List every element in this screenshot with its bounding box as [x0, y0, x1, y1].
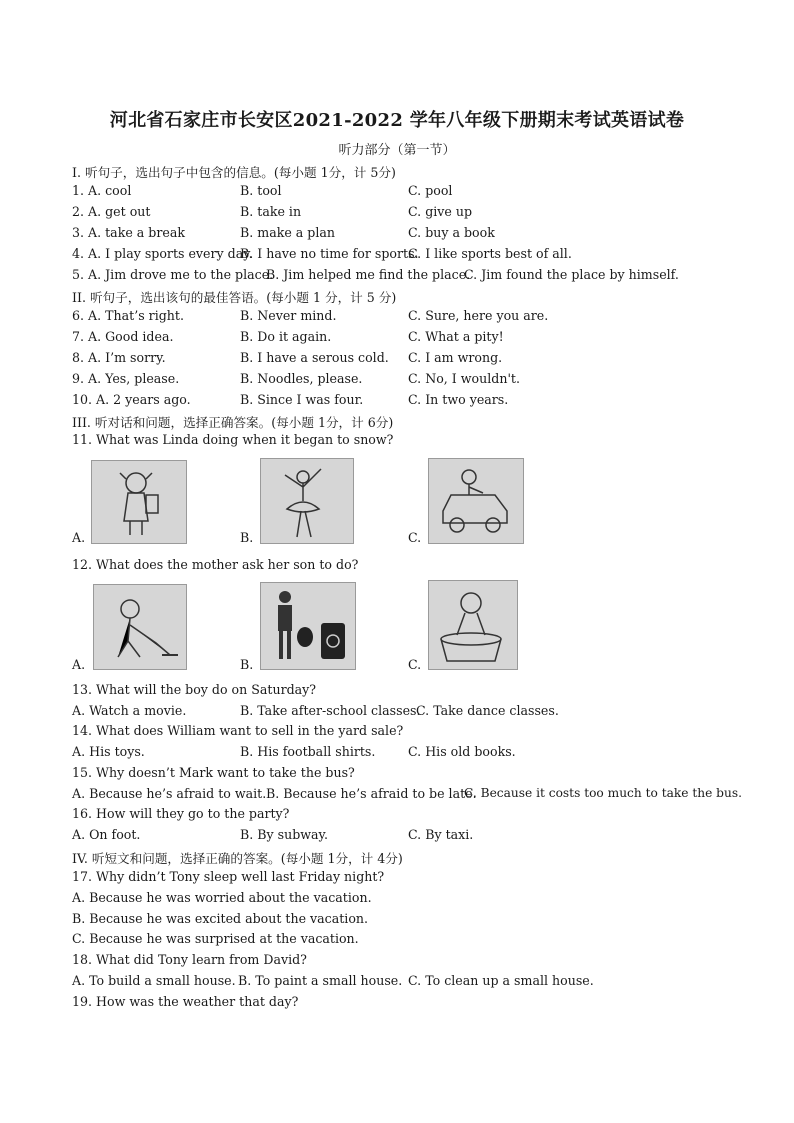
q15-option-c: C. Because it costs too much to take the bus. — [464, 786, 742, 800]
q4-option-c: C. I like sports best of all. — [408, 246, 572, 261]
section-3-heading: III. 听对话和问题，选择正确答案。(每小题 1分，计 6分) — [72, 415, 394, 430]
q8-option-a: 8. A. I’m sorry. — [72, 350, 166, 365]
q1-option-c: C. pool — [408, 183, 453, 198]
q12-label-a: A. — [72, 657, 86, 672]
q14-option-b: B. His football shirts. — [240, 744, 376, 759]
q11-image-girl-with-backpack — [91, 460, 187, 544]
ballet-dancer-illustration — [261, 459, 353, 543]
q3-option-b: B. make a plan — [240, 225, 336, 240]
section-subtitle: 听力部分（第一节） — [338, 143, 456, 158]
q13-question: 13. What will the boy do on Saturday? — [72, 682, 317, 697]
q5-option-a: 5. A. Jim drove me to the place. — [72, 267, 274, 282]
q3-option-c: C. buy a book — [408, 225, 495, 240]
q5-option-b: B. Jim helped me find the place. — [266, 267, 471, 282]
q7-option-c: C. What a pity! — [408, 329, 504, 344]
q17-option-b: B. Because he was excited about the vacation. — [72, 911, 369, 926]
washing-illustration — [429, 581, 517, 669]
q12-image-washing-clothes — [428, 580, 518, 670]
section-1-heading: I. 听句子，选出句子中包含的信息。(每小题 1分，计 5分) — [72, 165, 396, 180]
q15-option-a: A. Because he’s afraid to wait. — [72, 786, 267, 801]
q13-option-a: A. Watch a movie. — [72, 703, 187, 718]
q11-label-a: A. — [72, 530, 86, 545]
trash-illustration — [261, 583, 355, 669]
q5-option-c: C. Jim found the place by himself. — [464, 267, 679, 282]
q18-option-b: B. To paint a small house. — [238, 973, 403, 988]
q9-option-b: B. Noodles, please. — [240, 371, 363, 386]
q6-option-b: B. Never mind. — [240, 308, 337, 323]
q18-option-c: C. To clean up a small house. — [408, 973, 594, 988]
q11-image-washing-car — [428, 458, 524, 544]
q17-question: 17. Why didn’t Tony sleep well last Friday night? — [72, 869, 385, 884]
q19-question: 19. How was the weather that day? — [72, 994, 299, 1009]
q8-option-c: C. I am wrong. — [408, 350, 503, 365]
q7-option-b: B. Do it again. — [240, 329, 332, 344]
q11-label-b: B. — [240, 530, 254, 545]
q12-image-sweeping-floor — [93, 584, 187, 670]
q14-option-a: A. His toys. — [72, 744, 145, 759]
girl-backpack-illustration — [92, 461, 186, 543]
q3-option-a: 3. A. take a break — [72, 225, 185, 240]
q6-option-a: 6. A. That’s right. — [72, 308, 184, 323]
q10-option-a: 10. A. 2 years ago. — [72, 392, 191, 407]
q2-option-b: B. take in — [240, 204, 302, 219]
q16-option-a: A. On foot. — [72, 827, 141, 842]
q7-option-a: 7. A. Good idea. — [72, 329, 174, 344]
q11-image-ballet-dancer — [260, 458, 354, 544]
section-4-heading: IV. 听短文和问题，选择正确的答案。(每小题 1分，计 4分) — [72, 851, 403, 866]
q17-option-a: A. Because he was worried about the vacation. — [72, 890, 372, 905]
section-2-heading: II. 听句子，选出该句的最佳答语。(每小题 1 分，计 5 分) — [72, 290, 397, 305]
q17-option-c: C. Because he was surprised at the vacation. — [72, 931, 359, 946]
washing-car-illustration — [429, 459, 523, 543]
q14-question: 14. What does William want to sell in the yard sale? — [72, 723, 404, 738]
q12-image-taking-out-trash — [260, 582, 356, 670]
q18-question: 18. What did Tony learn from David? — [72, 952, 307, 967]
q9-option-c: C. No, I wouldn't. — [408, 371, 520, 386]
q8-option-b: B. I have a serous cold. — [240, 350, 389, 365]
q16-option-b: B. By subway. — [240, 827, 329, 842]
q11-question: 11. What was Linda doing when it began to snow? — [72, 432, 394, 447]
q12-label-c: C. — [408, 657, 422, 672]
q16-question: 16. How will they go to the party? — [72, 806, 290, 821]
q18-option-a: A. To build a small house. — [72, 973, 236, 988]
q16-option-c: C. By taxi. — [408, 827, 474, 842]
q11-label-c: C. — [408, 530, 422, 545]
q2-option-c: C. give up — [408, 204, 473, 219]
q1-option-b: B. tool — [240, 183, 282, 198]
q12-label-b: B. — [240, 657, 254, 672]
q9-option-a: 9. A. Yes, please. — [72, 371, 180, 386]
q2-option-a: 2. A. get out — [72, 204, 151, 219]
q10-option-b: B. Since I was four. — [240, 392, 364, 407]
q4-option-b: B. I have no time for sports. — [240, 246, 419, 261]
q10-option-c: C. In two years. — [408, 392, 509, 407]
q6-option-c: C. Sure, here you are. — [408, 308, 549, 323]
q12-question: 12. What does the mother ask her son to do? — [72, 557, 359, 572]
q4-option-a: 4. A. I play sports every day. — [72, 246, 253, 261]
q1-option-a: 1. A. cool — [72, 183, 132, 198]
q13-option-b: B. Take after-school classes. — [240, 703, 421, 718]
q13-option-c: C. Take dance classes. — [416, 703, 559, 718]
q15-option-b: B. Because he’s afraid to be late. — [266, 786, 477, 801]
q14-option-c: C. His old books. — [408, 744, 516, 759]
q15-question: 15. Why doesn’t Mark want to take the bus? — [72, 765, 355, 780]
page-title: 河北省石家庄市长安区2021-2022 学年八年级下册期末考试英语试卷 — [109, 110, 685, 131]
sweeping-boy-illustration — [94, 585, 186, 669]
